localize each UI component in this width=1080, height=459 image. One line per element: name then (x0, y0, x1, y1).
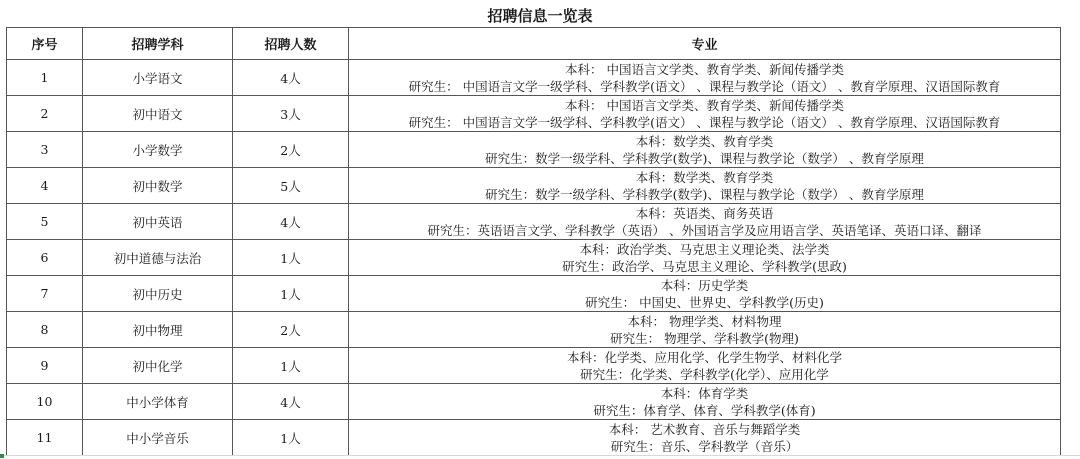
cell-major[interactable] (349, 312, 1061, 348)
cell-subject[interactable]: 初中数学 (83, 168, 233, 204)
cell-count[interactable]: 2人 (233, 132, 349, 168)
major-undergrad: 本科：政治学类、马克思主义理论类、法学类 (579, 241, 830, 257)
table-row (7, 240, 1061, 276)
cell-major[interactable] (349, 240, 1061, 276)
major-undergrad: 本科：历史学类 (660, 277, 749, 293)
cell-major[interactable] (349, 384, 1061, 420)
cell-no[interactable]: 4 (7, 168, 83, 204)
major-grad: 研究生：体育学、体育、学科教学(体育) (593, 402, 816, 418)
cell-no[interactable]: 1 (7, 60, 83, 96)
header-no[interactable]: 序号 (7, 28, 83, 60)
cell-major[interactable] (349, 132, 1061, 168)
cell-subject[interactable]: 初中历史 (83, 276, 233, 312)
cell-subject[interactable]: 初中物理 (83, 312, 233, 348)
cell-no[interactable]: 11 (7, 420, 83, 456)
major-undergrad: 本科：英语类、商务英语 (635, 205, 774, 221)
cell-count[interactable]: 4人 (233, 204, 349, 240)
major-undergrad: 本科： 中国语言文学类、教育学类、新闻传播学类 (565, 97, 844, 113)
major-undergrad: 本科：体育学类 (660, 385, 749, 401)
table-row (7, 96, 1061, 132)
table-row (7, 168, 1061, 204)
major-grad: 研究生： 中国史、世界史、学科教学(历史) (585, 294, 824, 310)
major-grad: 研究生：音乐、学科教学（音乐） (610, 438, 799, 454)
table-row (7, 384, 1061, 420)
major-grad: 研究生：数学一级学科、学科教学(数学)、课程与教学论（数学） 、教育学原理 (485, 150, 924, 166)
header-count[interactable]: 招聘人数 (233, 28, 349, 60)
major-grad: 研究生： 物理学、学科教学(物理) (610, 330, 799, 346)
major-undergrad: 本科： 物理学类、材料物理 (627, 313, 782, 329)
table-row (7, 204, 1061, 240)
cell-count[interactable]: 4人 (233, 384, 349, 420)
table-row (7, 348, 1061, 384)
cell-subject[interactable]: 初中道德与法治 (83, 240, 233, 276)
cell-no[interactable]: 2 (7, 96, 83, 132)
recruitment-table (6, 27, 1061, 456)
cell-count[interactable]: 2人 (233, 312, 349, 348)
cell-major[interactable] (349, 204, 1061, 240)
cell-no[interactable]: 5 (7, 204, 83, 240)
major-undergrad: 本科：数学类、教育学类 (635, 169, 774, 185)
major-grad: 研究生： 中国语言文学一级学科、学科教学(语文） 、课程与教学论（语文） 、教育学原理、汉语国际教育 (408, 78, 1001, 94)
header-row (7, 28, 1061, 60)
cell-no[interactable]: 9 (7, 348, 83, 384)
cell-major[interactable] (349, 420, 1061, 456)
major-grad: 研究生：数学一级学科、学科教学(数学)、课程与教学论（数学） 、教育学原理 (485, 186, 924, 202)
cell-count[interactable]: 4人 (233, 60, 349, 96)
cell-subject[interactable]: 初中英语 (83, 204, 233, 240)
sheet-bottom-edge (0, 455, 1080, 456)
table-title: 招聘信息一览表 (487, 7, 593, 25)
cell-no[interactable]: 8 (7, 312, 83, 348)
cell-subject[interactable]: 小学语文 (83, 60, 233, 96)
table-row (7, 420, 1061, 456)
cell-subject[interactable]: 中小学体育 (83, 384, 233, 420)
cell-count[interactable]: 5人 (233, 168, 349, 204)
major-grad: 研究生：政治学、马克思主义理论、学科教学(思政) (562, 258, 847, 274)
cell-major[interactable] (349, 96, 1061, 132)
major-undergrad: 本科： 中国语言文学类、教育学类、新闻传播学类 (565, 61, 844, 77)
header-major[interactable]: 专业 (349, 28, 1061, 60)
table-row (7, 60, 1061, 96)
cell-major[interactable] (349, 348, 1061, 384)
cell-major[interactable] (349, 168, 1061, 204)
cell-subject[interactable]: 初中化学 (83, 348, 233, 384)
cell-count[interactable]: 1人 (233, 276, 349, 312)
major-undergrad: 本科： 艺术教育、音乐与舞蹈学类 (608, 421, 801, 437)
cell-no[interactable]: 6 (7, 240, 83, 276)
major-grad: 研究生：化学类、学科教学(化学）、应用化学 (580, 366, 829, 382)
cell-major[interactable] (349, 60, 1061, 96)
cell-no[interactable]: 10 (7, 384, 83, 420)
cell-subject[interactable]: 中小学音乐 (83, 420, 233, 456)
major-grad: 研究生： 中国语言文学一级学科、学科教学(语文） 、课程与教学论（语文） 、教育学原理、汉语国际教育 (408, 114, 1001, 130)
cell-major[interactable] (349, 276, 1061, 312)
table-row (7, 276, 1061, 312)
cell-count[interactable]: 1人 (233, 348, 349, 384)
header-subject[interactable]: 招聘学科 (83, 28, 233, 60)
cell-no[interactable]: 7 (7, 276, 83, 312)
major-undergrad: 本科：数学类、教育学类 (635, 133, 774, 149)
cell-count[interactable]: 3人 (233, 96, 349, 132)
table-row (7, 132, 1061, 168)
cell-subject[interactable]: 小学数学 (83, 132, 233, 168)
cell-subject[interactable]: 初中语文 (83, 96, 233, 132)
cell-count[interactable]: 1人 (233, 420, 349, 456)
cell-selection-corner (0, 454, 4, 458)
cell-no[interactable]: 3 (7, 132, 83, 168)
major-grad: 研究生：英语语言文学、学科教学（英语） 、外国语言学及应用语言学、英语笔译、英语口译、翻译 (427, 222, 982, 238)
table-row (7, 312, 1061, 348)
major-undergrad: 本科：化学类、应用化学、化学生物学、材料化学 (566, 349, 842, 365)
cell-count[interactable]: 1人 (233, 240, 349, 276)
